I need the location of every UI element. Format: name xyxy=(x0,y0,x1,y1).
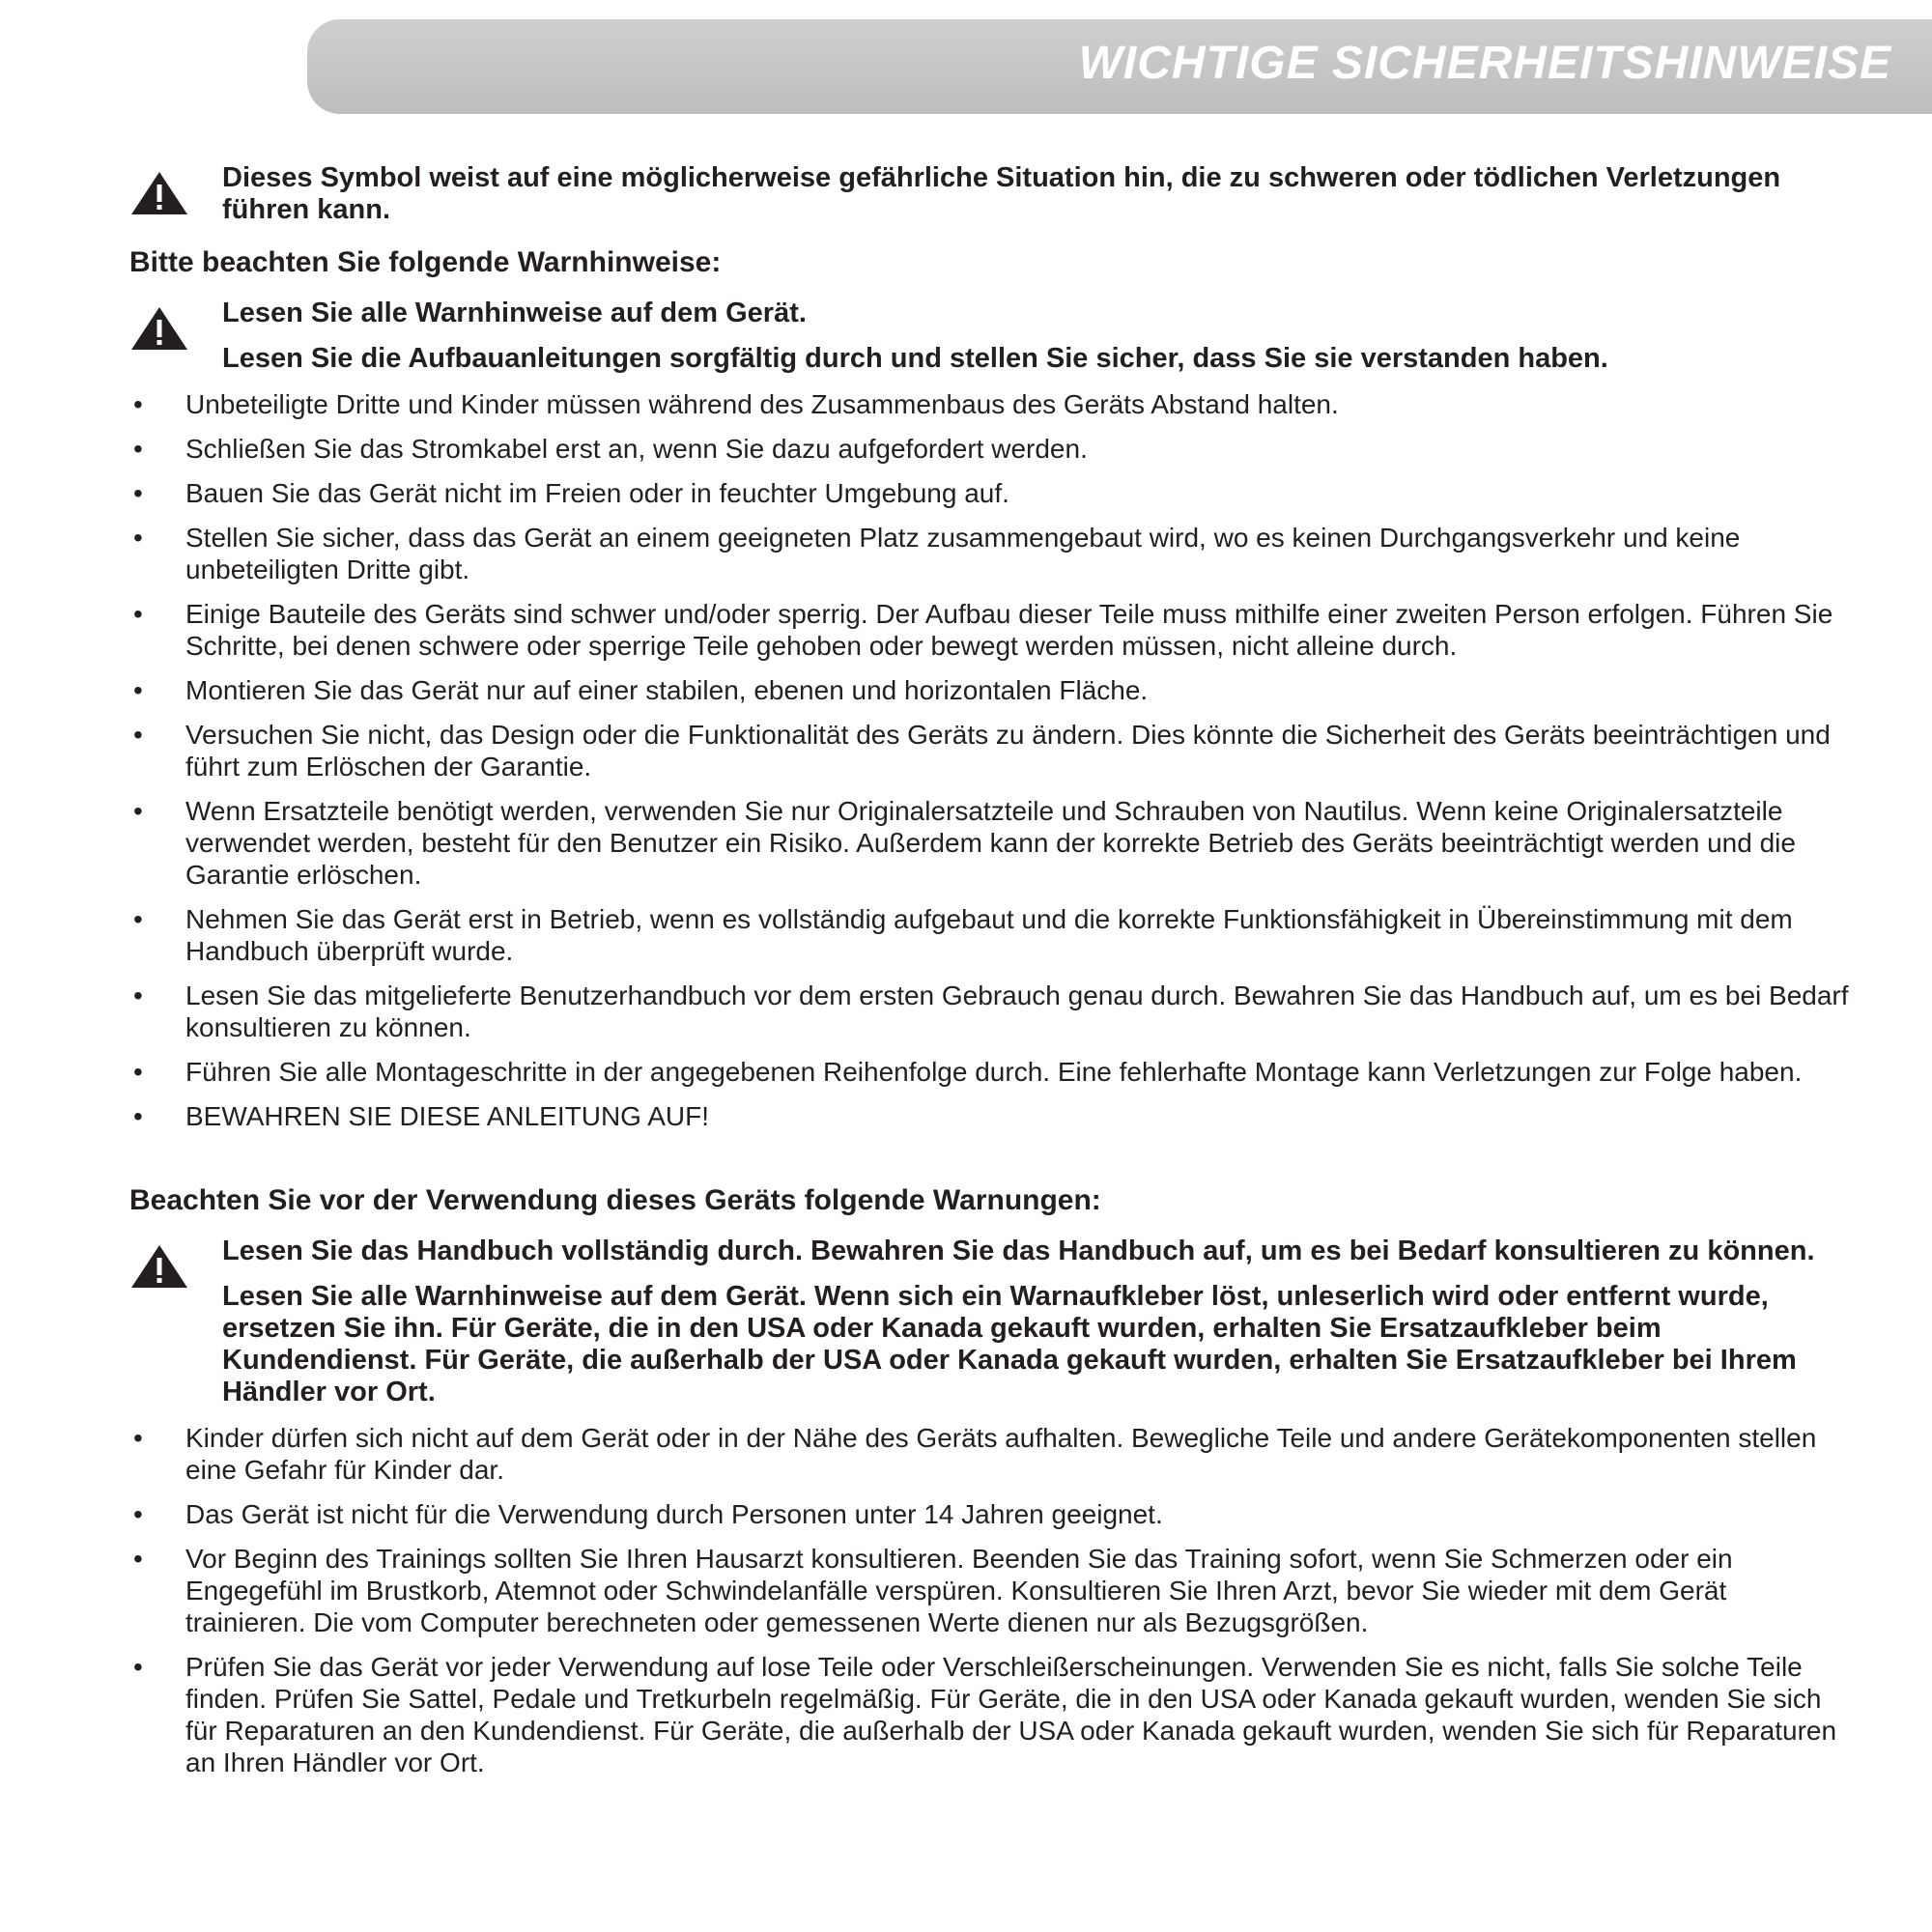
list-item xyxy=(129,719,1849,782)
section2-heading: Beachten Sie vor der Verwendung dieses Geräts folgende Warnungen: xyxy=(129,1184,1101,1216)
section-spacer xyxy=(129,1145,1849,1164)
section2-warning-1: Lesen Sie alle Warnhinweise auf dem Gerät. Wenn sich ein Warnaufkleber löst, unleserlich wird oder entfernt wurde, ersetzen Sie ihn. Für Geräte, die in den USA oder Kanada gekauft wurden, erhalten Sie Ersatzaufkleber beim Kundendienst. Für Geräte, die außerhalb der USA oder Kanada gekauft wurden, erhalten Sie Ersatzaufkleber bei Ihrem Händler vor Ort. xyxy=(222,1281,1797,1407)
list-item-text: Nehmen Sie das Gerät erst in Betrieb, wenn es vollständig aufgebaut und die korrekte Funktionsfähigkeit in Übereinstimmung mit dem Handbuch überprüft wurde. xyxy=(185,904,1793,966)
bullet-icon: • xyxy=(133,904,143,934)
list-item-text: Lesen Sie das mitgelieferte Benutzerhandbuch vor dem ersten Gebrauch genau durch. Bewahren Sie das Handbuch auf, um es bei Bedarf konsultieren zu können. xyxy=(185,980,1849,1042)
bullet-icon: • xyxy=(133,1423,143,1453)
bullet-icon: • xyxy=(133,1652,143,1682)
intro-warning xyxy=(129,162,1849,226)
bullet-icon: • xyxy=(133,796,143,826)
warning-triangle-icon xyxy=(129,305,189,352)
bullet-icon: • xyxy=(133,675,143,705)
list-item-text: Das Gerät ist nicht für die Verwendung durch Personen unter 14 Jahren geeignet. xyxy=(185,1499,1163,1529)
list-item xyxy=(129,388,1849,420)
list-item xyxy=(129,1498,1849,1530)
bullet-icon: • xyxy=(133,1544,143,1574)
list-item xyxy=(129,1543,1849,1638)
list-item xyxy=(129,522,1849,585)
list-item-text: Montieren Sie das Gerät nur auf einer stabilen, ebenen und horizontalen Fläche. xyxy=(185,675,1149,705)
list-item xyxy=(129,903,1849,967)
list-item-text: Versuchen Sie nicht, das Design oder die Funktionalität des Geräts zu ändern. Dies könnte die Sicherheit des Geräts beeinträchtigen und führt zum Erlöschen der Garantie. xyxy=(185,720,1831,781)
list-item-text: Einige Bauteile des Geräts sind schwer und/oder sperrig. Der Aufbau dieser Teile muss mithilfe einer zweiten Person erfolgen. Führen Sie Schritte, bei denen schwere oder sperrige Teile gehoben oder bewegt werden müssen, nicht alleine durch. xyxy=(185,599,1833,661)
list-item-text: Schließen Sie das Stromkabel erst an, wenn Sie dazu aufgefordert werden. xyxy=(185,434,1088,464)
bullet-icon: • xyxy=(133,720,143,750)
page-title: WICHTIGE SICHERHEITSHINWEISE xyxy=(1078,38,1891,89)
list-item xyxy=(129,477,1849,509)
section1-warning-0: Lesen Sie alle Warnhinweise auf dem Gerät. xyxy=(222,298,807,328)
section1-warnings xyxy=(129,298,1849,375)
list-item xyxy=(129,1056,1849,1088)
bullet-icon: • xyxy=(133,523,143,553)
section1-heading: Bitte beachten Sie folgende Warnhinweise: xyxy=(129,246,722,278)
list-item xyxy=(129,1422,1849,1486)
list-item-text: Vor Beginn des Trainings sollten Sie Ihren Hausarzt konsultieren. Beenden Sie das Training sofort, wenn Sie Schmerzen oder ein Engegefühl im Brustkorb, Atemnot oder Schwindelanfälle verspüren. Konsultieren Sie Ihren Arzt, bevor Sie wieder mit dem Gerät trainieren. Die vom Computer berechneten oder gemessenen Werte dienen nur als Bezugsgrößen. xyxy=(185,1544,1733,1637)
bullet-icon: • xyxy=(133,599,143,629)
section2-warnings xyxy=(129,1236,1849,1408)
list-item xyxy=(129,433,1849,465)
bullet-icon: • xyxy=(133,1057,143,1087)
bullet-icon: • xyxy=(133,1101,143,1131)
list-item xyxy=(129,674,1849,706)
list-item-text: Führen Sie alle Montageschritte in der angegebenen Reihenfolge durch. Eine fehlerhafte Montage kann Verletzungen zur Folge haben. xyxy=(185,1057,1803,1087)
section2-warning-0: Lesen Sie das Handbuch vollständig durch. Bewahren Sie das Handbuch auf, um es bei Bedarf konsultieren zu können. xyxy=(222,1236,1815,1266)
section2-bullet-list xyxy=(129,1422,1849,1778)
list-item-text: BEWAHREN SIE DIESE ANLEITUNG AUF! xyxy=(185,1101,709,1131)
document-body xyxy=(129,162,1849,1791)
list-item-text: Wenn Ersatzteile benötigt werden, verwenden Sie nur Originalersatzteile und Schrauben von Nautilus. Wenn keine Originalersatzteile verwendet werden, besteht für den Benutzer ein Risiko. Außerdem kann der korrekte Betrieb des Geräts beeinträchtigt werden und die Garantie erlöschen. xyxy=(185,796,1796,890)
bullet-icon: • xyxy=(133,434,143,464)
list-item-text: Prüfen Sie das Gerät vor jeder Verwendung auf lose Teile oder Verschleißerscheinungen. Verwenden Sie es nicht, falls Sie solche Teile finden. Prüfen Sie Sattel, Pedale und Tretkurbeln regelmäßig. Für Geräte, die in den USA oder Kanada gekauft wurden, wenden Sie sich für Reparaturen an den Kundendienst. Für Geräte, die außerhalb der USA oder Kanada gekauft wurden, wenden Sie sich für Reparaturen an Ihren Händler vor Ort. xyxy=(185,1652,1837,1777)
bullet-icon: • xyxy=(133,389,143,419)
intro-warning-text: Dieses Symbol weist auf eine möglicherweise gefährliche Situation hin, die zu schweren oder tödlichen Verletzungen führen kann. xyxy=(222,162,1781,225)
list-item-text: Stellen Sie sicher, dass das Gerät an einem geeigneten Platz zusammengebaut wird, wo es keinen Durchgangsverkehr und keine unbeteiligten Dritte gibt. xyxy=(185,523,1741,584)
list-item xyxy=(129,1100,1849,1132)
bullet-icon: • xyxy=(133,980,143,1010)
list-item xyxy=(129,1651,1849,1778)
list-item-text: Bauen Sie das Gerät nicht im Freien oder in feuchter Umgebung auf. xyxy=(185,478,1009,508)
list-item xyxy=(129,980,1849,1043)
section1-warning-1: Lesen Sie die Aufbauanleitungen sorgfältig durch und stellen Sie sicher, dass Sie sie verstanden haben. xyxy=(222,343,1608,374)
bullet-icon: • xyxy=(133,1499,143,1529)
section1-bullet-list xyxy=(129,388,1849,1132)
warning-triangle-icon xyxy=(129,1243,189,1290)
list-item xyxy=(129,795,1849,891)
list-item-text: Kinder dürfen sich nicht auf dem Gerät oder in der Nähe des Geräts aufhalten. Bewegliche Teile und andere Gerätekomponenten stellen eine Gefahr für Kinder dar. xyxy=(185,1423,1817,1485)
warning-triangle-icon xyxy=(129,170,189,216)
bullet-icon: • xyxy=(133,478,143,508)
list-item xyxy=(129,598,1849,662)
list-item-text: Unbeteiligte Dritte und Kinder müssen während des Zusammenbaus des Geräts Abstand halten. xyxy=(185,389,1339,419)
header-banner xyxy=(307,19,1932,114)
